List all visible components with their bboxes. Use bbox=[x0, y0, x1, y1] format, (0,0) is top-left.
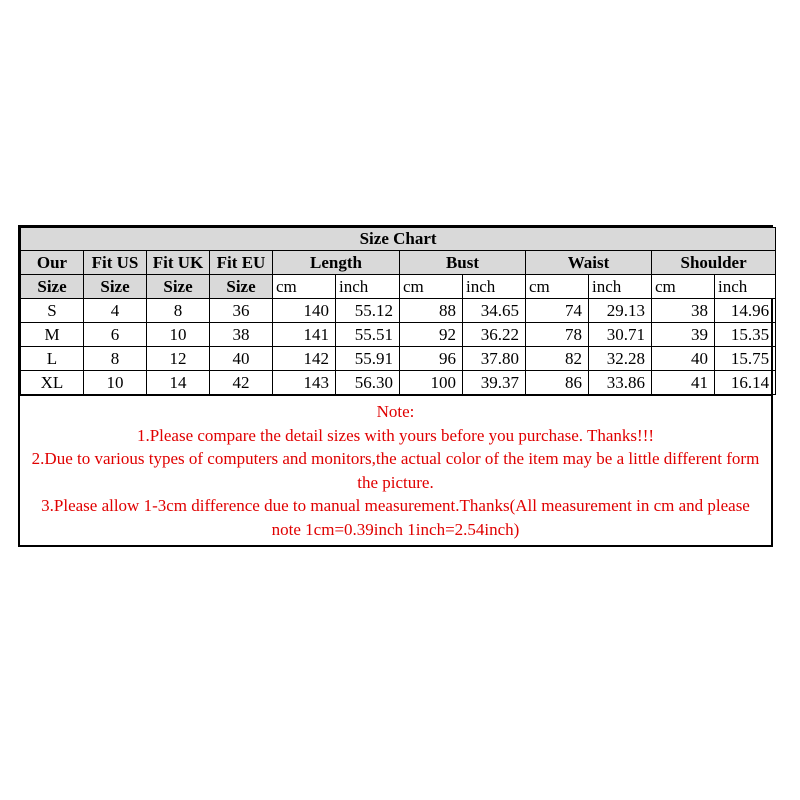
cell-us: 6 bbox=[84, 323, 147, 347]
unit-length-cm: cm bbox=[273, 275, 336, 299]
cell-length-inch: 55.91 bbox=[336, 347, 400, 371]
unit-waist-inch: inch bbox=[589, 275, 652, 299]
cell-length-inch: 55.12 bbox=[336, 299, 400, 323]
cell-uk: 14 bbox=[147, 371, 210, 395]
cell-shoulder-cm: 39 bbox=[652, 323, 715, 347]
header-fit-us: Fit US bbox=[84, 251, 147, 275]
header-shoulder: Shoulder bbox=[652, 251, 776, 275]
cell-waist-cm: 78 bbox=[526, 323, 589, 347]
cell-bust-cm: 96 bbox=[400, 347, 463, 371]
cell-shoulder-cm: 40 bbox=[652, 347, 715, 371]
cell-length-inch: 55.51 bbox=[336, 323, 400, 347]
cell-shoulder-inch: 16.14 bbox=[715, 371, 776, 395]
cell-length-inch: 56.30 bbox=[336, 371, 400, 395]
header-bust: Bust bbox=[400, 251, 526, 275]
cell-length-cm: 141 bbox=[273, 323, 336, 347]
note-line-3: 3.Please allow 1-3cm difference due to manual measurement.Thanks(All measurement in cm and please note 1cm=0.39inch 1inch=2.54inch) bbox=[41, 496, 750, 539]
cell-waist-inch: 33.86 bbox=[589, 371, 652, 395]
cell-bust-cm: 100 bbox=[400, 371, 463, 395]
cell-us: 8 bbox=[84, 347, 147, 371]
cell-shoulder-cm: 38 bbox=[652, 299, 715, 323]
cell-waist-inch: 29.13 bbox=[589, 299, 652, 323]
table-row bbox=[21, 371, 776, 395]
header-our-size-2: Size bbox=[21, 275, 84, 299]
cell-bust-inch: 34.65 bbox=[463, 299, 526, 323]
cell-waist-cm: 86 bbox=[526, 371, 589, 395]
cell-eu: 42 bbox=[210, 371, 273, 395]
cell-bust-cm: 88 bbox=[400, 299, 463, 323]
cell-size: S bbox=[21, 299, 84, 323]
cell-eu: 38 bbox=[210, 323, 273, 347]
size-chart bbox=[18, 225, 773, 547]
unit-shoulder-inch: inch bbox=[715, 275, 776, 299]
cell-uk: 8 bbox=[147, 299, 210, 323]
unit-bust-cm: cm bbox=[400, 275, 463, 299]
table-row bbox=[21, 323, 776, 347]
table-row bbox=[21, 347, 776, 371]
cell-shoulder-inch: 15.35 bbox=[715, 323, 776, 347]
cell-uk: 12 bbox=[147, 347, 210, 371]
cell-eu: 40 bbox=[210, 347, 273, 371]
cell-us: 10 bbox=[84, 371, 147, 395]
header-our-size: Our bbox=[21, 251, 84, 275]
unit-waist-cm: cm bbox=[526, 275, 589, 299]
chart-title: Size Chart bbox=[21, 228, 776, 251]
unit-shoulder-cm: cm bbox=[652, 275, 715, 299]
header-fit-eu-2: Size bbox=[210, 275, 273, 299]
cell-length-cm: 142 bbox=[273, 347, 336, 371]
cell-shoulder-inch: 15.75 bbox=[715, 347, 776, 371]
cell-waist-inch: 30.71 bbox=[589, 323, 652, 347]
cell-size: M bbox=[21, 323, 84, 347]
cell-waist-cm: 82 bbox=[526, 347, 589, 371]
size-table bbox=[20, 227, 776, 395]
cell-bust-inch: 36.22 bbox=[463, 323, 526, 347]
header-waist: Waist bbox=[526, 251, 652, 275]
cell-uk: 10 bbox=[147, 323, 210, 347]
cell-eu: 36 bbox=[210, 299, 273, 323]
note-line-2: 2.Due to various types of computers and monitors,the actual color of the item may be a little different form the picture. bbox=[31, 449, 760, 492]
header-fit-uk: Fit UK bbox=[147, 251, 210, 275]
cell-bust-cm: 92 bbox=[400, 323, 463, 347]
cell-bust-inch: 37.80 bbox=[463, 347, 526, 371]
note-line-1: 1.Please compare the detail sizes with yours before you purchase. Thanks!!! bbox=[136, 425, 655, 445]
cell-length-cm: 140 bbox=[273, 299, 336, 323]
header-fit-us-2: Size bbox=[84, 275, 147, 299]
notes-section bbox=[20, 395, 771, 545]
table-row bbox=[21, 299, 776, 323]
cell-size: L bbox=[21, 347, 84, 371]
header-fit-uk-2: Size bbox=[147, 275, 210, 299]
cell-waist-inch: 32.28 bbox=[589, 347, 652, 371]
header-length: Length bbox=[273, 251, 400, 275]
cell-waist-cm: 74 bbox=[526, 299, 589, 323]
header-fit-eu: Fit EU bbox=[210, 251, 273, 275]
unit-bust-inch: inch bbox=[463, 275, 526, 299]
cell-shoulder-cm: 41 bbox=[652, 371, 715, 395]
unit-length-inch: inch bbox=[336, 275, 400, 299]
cell-shoulder-inch: 14.96 bbox=[715, 299, 776, 323]
cell-bust-inch: 39.37 bbox=[463, 371, 526, 395]
cell-size: XL bbox=[21, 371, 84, 395]
cell-length-cm: 143 bbox=[273, 371, 336, 395]
notes-heading: Note: bbox=[376, 402, 415, 421]
cell-us: 4 bbox=[84, 299, 147, 323]
